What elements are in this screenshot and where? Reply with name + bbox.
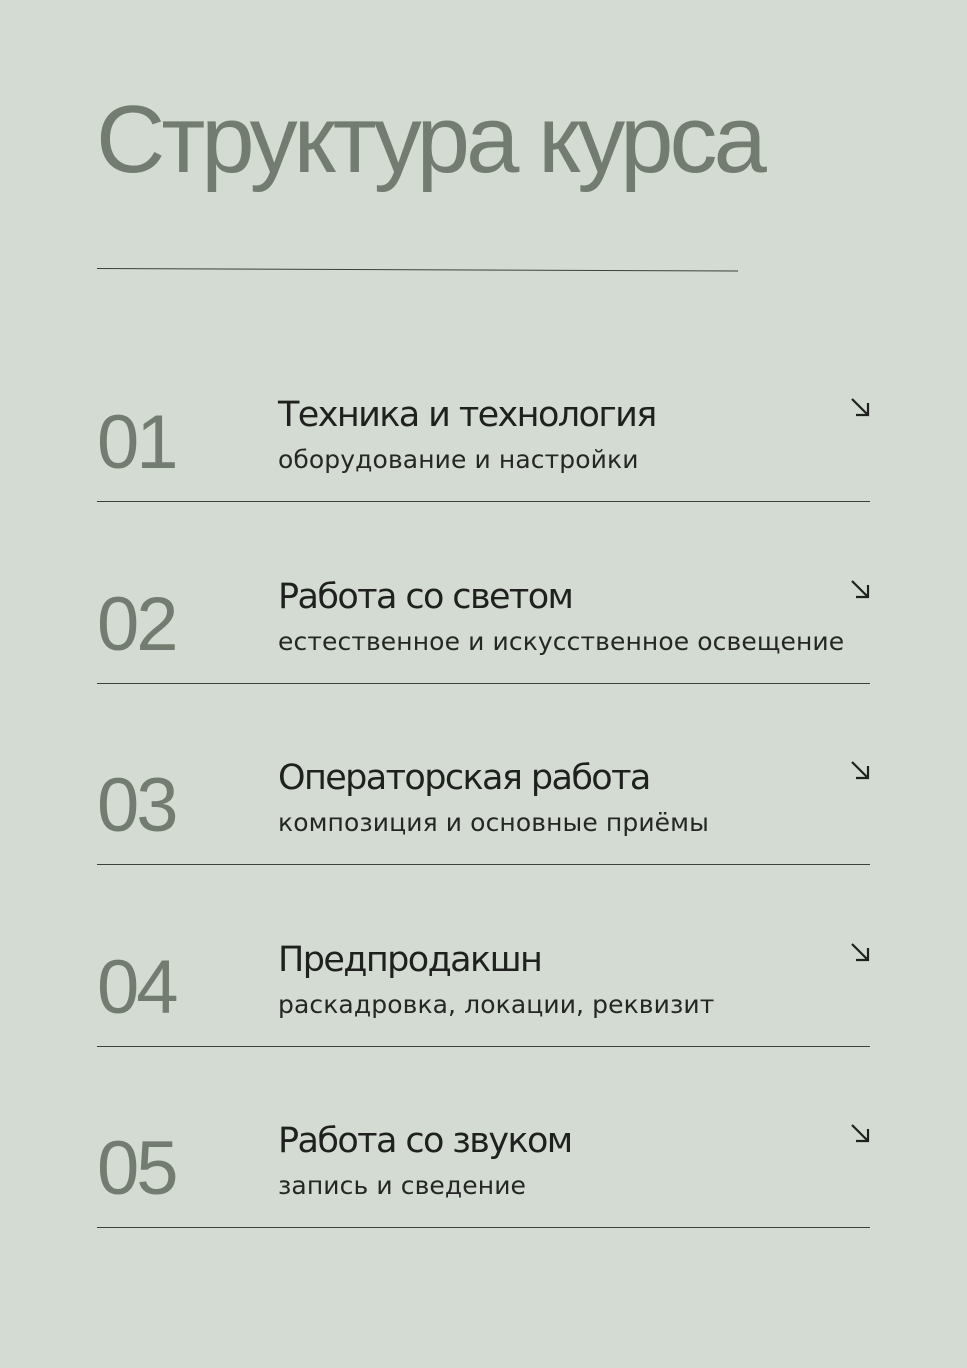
title-divider — [97, 268, 738, 271]
arrow-down-right-icon[interactable] — [848, 1121, 872, 1145]
module-divider — [97, 864, 870, 865]
module-number: 01 — [97, 400, 176, 485]
course-module-3[interactable] — [0, 746, 967, 928]
arrow-down-right-icon[interactable] — [848, 940, 872, 964]
module-subtitle: раскадровка, локации, реквизит — [278, 990, 715, 1019]
course-module-2[interactable] — [0, 565, 967, 747]
module-title: Техника и технология — [278, 395, 656, 435]
page-title: Структура курса — [96, 86, 763, 193]
module-divider — [97, 1227, 870, 1228]
arrow-down-right-icon[interactable] — [848, 395, 872, 419]
module-divider — [97, 683, 870, 684]
module-title: Работа со звуком — [278, 1121, 572, 1161]
arrow-down-right-icon[interactable] — [848, 577, 872, 601]
module-divider — [97, 1046, 870, 1047]
module-number: 03 — [97, 763, 176, 848]
module-number: 05 — [97, 1126, 176, 1211]
module-subtitle: композиция и основные приёмы — [278, 808, 709, 837]
module-subtitle: запись и сведение — [278, 1171, 527, 1200]
module-number: 02 — [97, 582, 176, 667]
module-number: 04 — [97, 945, 176, 1030]
module-title: Предпродакшн — [278, 940, 542, 980]
module-subtitle: естественное и искусственное освещение — [278, 627, 845, 656]
course-module-5[interactable] — [0, 1109, 967, 1291]
module-divider — [97, 501, 870, 502]
module-subtitle: оборудование и настройки — [278, 445, 639, 474]
module-title: Операторская работа — [278, 758, 650, 798]
course-module-1[interactable] — [0, 383, 967, 565]
module-title: Работа со светом — [278, 577, 573, 617]
course-module-4[interactable] — [0, 928, 967, 1110]
arrow-down-right-icon[interactable] — [848, 758, 872, 782]
